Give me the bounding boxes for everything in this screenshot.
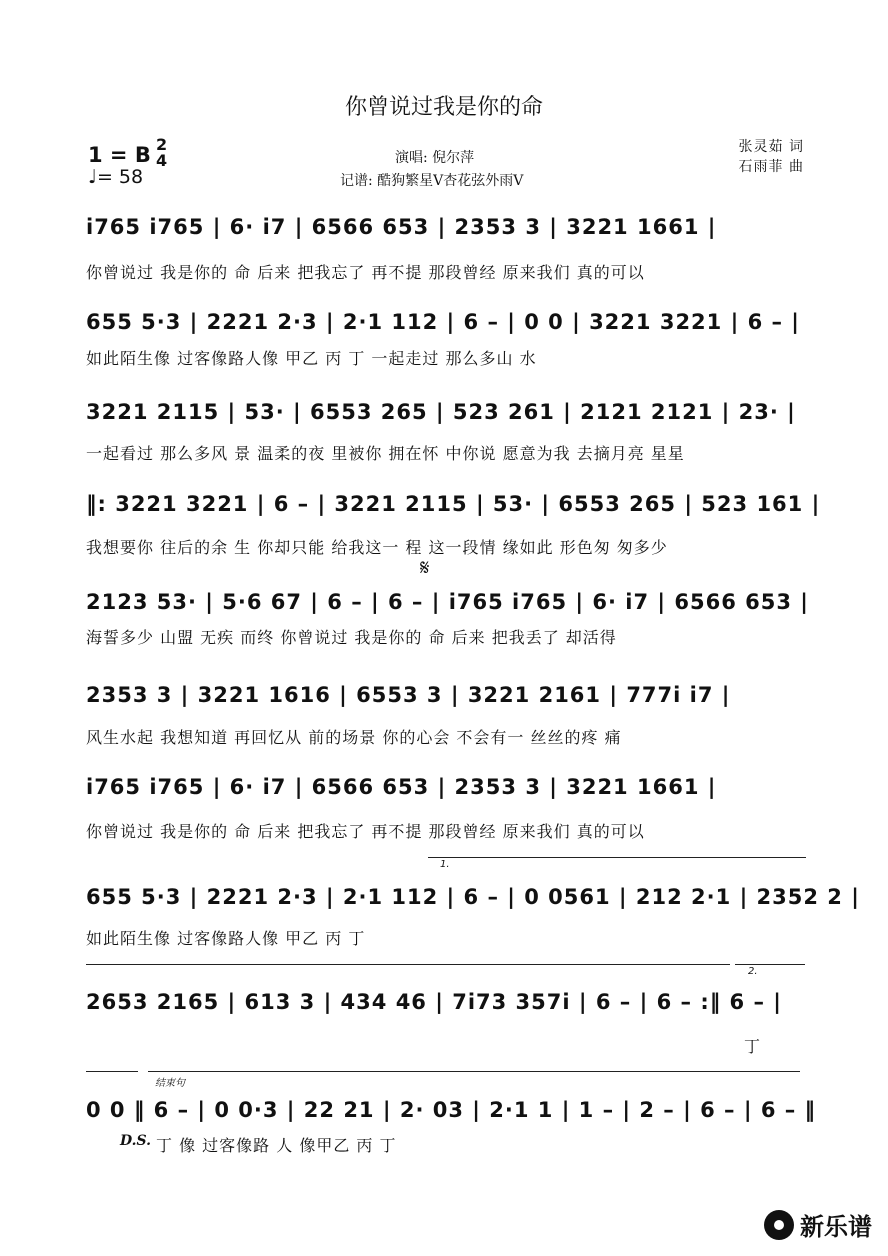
notation-line-6: 2353 3 | 3221 1616 | 6553 3 | 3221 2161 | 777i i7 | xyxy=(86,683,731,707)
volta-2-bracket xyxy=(735,964,805,965)
site-logo xyxy=(764,1207,872,1242)
lyrics-line-7: 你曾说过 我是你的 命 后来 把我忘了 再不提 那段曾经 原来我们 真的可以 xyxy=(86,822,645,841)
lyrics-line-10: 丁 像 过客像路 人 像甲乙 丙 丁 xyxy=(156,1136,397,1155)
segno-sign: 𝄋 xyxy=(420,556,430,581)
transcriber-credit: 记谱: 酷狗繁星V杏花弦外雨V xyxy=(340,173,524,189)
notation-line-10: 0 0 ‖ 6 – | 0 0·3 | 22 21 | 2· 03 | 2·1 1 | 1 – | 2 – | 6 – | 6 – ‖ xyxy=(86,1098,817,1122)
lyrics-line-9: 丁 xyxy=(744,1037,762,1056)
lyrics-line-6: 风生水起 我想知道 再回忆从 前的场景 你的心会 不会有一 丝丝的疼 痛 xyxy=(86,728,622,747)
song-title: 你曾说过我是你的命 xyxy=(344,95,543,120)
lyrics-line-4: 我想要你 往后的余 生 你却只能 给我这一 程 这一段情 缘如此 形色匆 匆多少 xyxy=(86,538,668,557)
volta-1-continuation xyxy=(86,964,730,965)
volta-1-bracket xyxy=(428,857,806,858)
key-signature: 1 = B xyxy=(88,143,151,167)
ending-bracket xyxy=(148,1071,800,1072)
record-disc-icon xyxy=(764,1210,794,1240)
lyrics-line-2: 如此陌生像 过客像路人像 甲乙 丙 丁 一起走过 那么多山 水 xyxy=(86,349,537,368)
tempo-marking: ♩= 58 xyxy=(88,166,144,188)
notation-line-7: i765 i765 | 6· i7 | 6566 653 | 2353 3 | 3221 1661 | xyxy=(86,775,717,799)
time-signature xyxy=(156,137,167,169)
lyrics-line-1: 你曾说过 我是你的 命 后来 把我忘了 再不提 那段曾经 原来我们 真的可以 xyxy=(86,263,645,282)
notation-line-2: 655 5·3 | 2221 2·3 | 2·1 112 | 6 – | 0 0 | 3221 3221 | 6 – | xyxy=(86,310,800,334)
notation-line-5: 2123 53· | 5·6 67 | 6 – | 6 – | i765 i765 | 6· i7 | 6566 653 | xyxy=(86,590,809,614)
time-signature-top: 2 xyxy=(156,135,168,154)
notation-line-3: 3221 2115 | 53· | 6553 265 | 523 261 | 2121 2121 | 23· | xyxy=(86,400,796,424)
singer-credit: 演唱: 倪尔萍 xyxy=(395,150,475,166)
lyrics-line-3: 一起看过 那么多风 景 温柔的夜 里被你 拥在怀 中你说 愿意为我 去摘月亮 星星 xyxy=(86,444,685,463)
volta-2-label: 2. xyxy=(748,966,758,977)
notation-line-8: 655 5·3 | 2221 2·3 | 2·1 112 | 6 – | 0 0561 | 212 2·1 | 2352 2 | xyxy=(86,885,860,909)
composer-credit: 石雨菲 曲 xyxy=(738,159,804,175)
ending-label: 结束句 xyxy=(155,1078,185,1089)
volta-1-label: 1. xyxy=(440,859,450,870)
ending-left-bracket xyxy=(86,1071,138,1072)
dal-segno-marking: D.S. xyxy=(120,1133,152,1149)
lyrics-line-8: 如此陌生像 过客像路人像 甲乙 丙 丁 xyxy=(86,929,366,948)
lyrics-line-5: 海誓多少 山盟 无疾 而终 你曾说过 我是你的 命 后来 把我丢了 却活得 xyxy=(86,628,617,647)
time-signature-bottom: 4 xyxy=(156,151,168,170)
notation-line-4: ‖: 3221 3221 | 6 – | 3221 2115 | 53· | 6553 265 | 523 161 | xyxy=(86,492,821,516)
logo-text: 新乐谱 xyxy=(800,1213,872,1241)
notation-line-9: 2653 2165 | 613 3 | 434 46 | 7i73 357i | 6 – | 6 – :‖ 6 – | xyxy=(86,990,782,1014)
notation-line-1: i765 i765 | 6· i7 | 6566 653 | 2353 3 | 3221 1661 | xyxy=(86,215,717,239)
lyricist-credit: 张灵茹 词 xyxy=(738,139,804,155)
